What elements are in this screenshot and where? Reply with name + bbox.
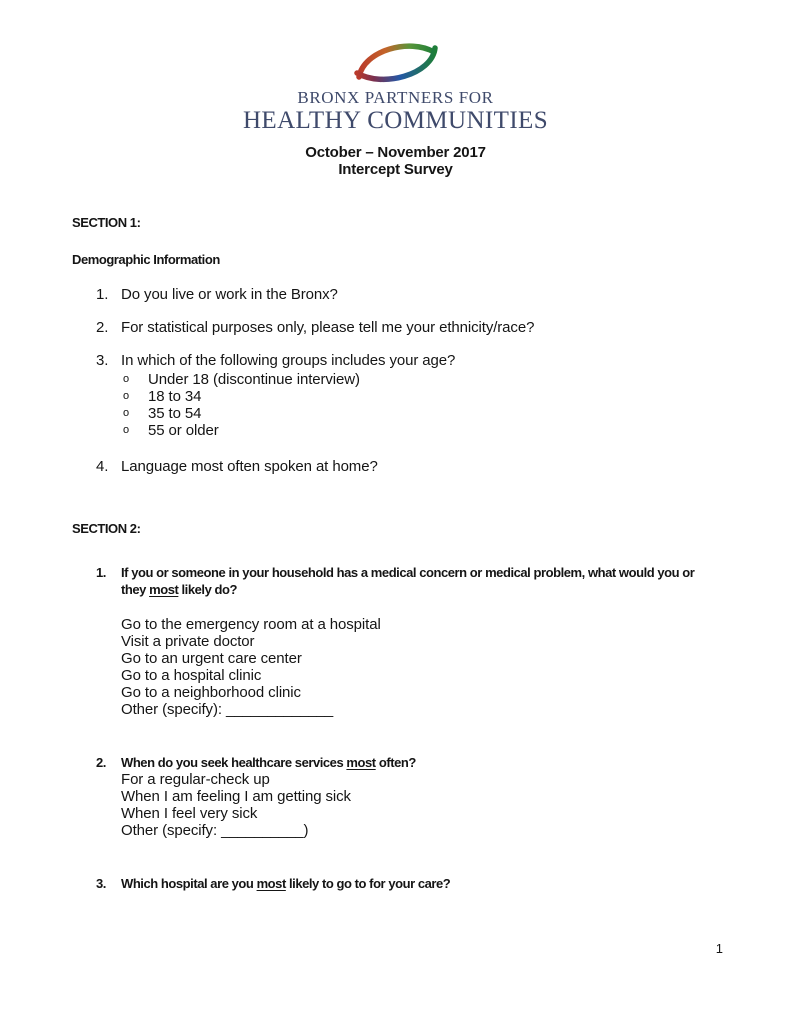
s2-question-2 bbox=[72, 754, 731, 771]
list-item bbox=[123, 388, 731, 405]
s2-q1-line1: If you or someone in your household has a medical concern or medical problem, what would you or bbox=[121, 565, 695, 580]
list-item: Go to a hospital clinic bbox=[121, 667, 262, 684]
section1-subheading: Demographic Information bbox=[72, 252, 220, 267]
list-item: For a regular-check up bbox=[121, 771, 270, 788]
bphc-logo-swirl-icon bbox=[350, 36, 442, 88]
s1-q1-text: Do you live or work in the Bronx? bbox=[121, 286, 338, 303]
s1-q3-option-label: 18 to 34 bbox=[148, 388, 202, 405]
list-item: Go to an urgent care center bbox=[121, 650, 302, 667]
list-item bbox=[123, 422, 731, 439]
s1-q4-number: 4. bbox=[96, 458, 109, 475]
s2-q3-number: 3. bbox=[96, 876, 106, 891]
s1-q3-options bbox=[123, 371, 731, 439]
org-name-line2: HEALTHY COMMUNITIES bbox=[242, 107, 549, 134]
s1-q3-option-label: 55 or older bbox=[148, 422, 219, 439]
s2-q2-underlined-word: most bbox=[346, 755, 376, 770]
list-item: Visit a private doctor bbox=[121, 633, 255, 650]
s2-q2-before: When do you seek healthcare services bbox=[121, 755, 347, 770]
s1-q4-text: Language most often spoken at home? bbox=[121, 458, 378, 475]
list-item bbox=[123, 371, 731, 388]
s2-q1-underlined-word: most bbox=[149, 582, 179, 597]
s1-question-1 bbox=[72, 286, 731, 303]
s2-q3-underlined-word: most bbox=[256, 876, 286, 891]
s2-q1-text bbox=[121, 564, 731, 598]
list-item bbox=[123, 405, 731, 422]
s1-q3-option-label: Under 18 (discontinue interview) bbox=[148, 371, 360, 388]
s2-question-3 bbox=[72, 875, 731, 892]
s2-q1-options bbox=[121, 616, 731, 718]
list-item: Go to a neighborhood clinic bbox=[121, 684, 301, 701]
s2-q2-number: 2. bbox=[96, 755, 106, 770]
page-number: 1 bbox=[715, 941, 723, 956]
circle-bullet-icon: o bbox=[123, 373, 130, 385]
survey-name-title: Intercept Survey bbox=[338, 161, 453, 178]
circle-bullet-icon: o bbox=[123, 424, 130, 436]
s1-q1-number: 1. bbox=[96, 286, 109, 303]
s2-q1-line2-after: likely do? bbox=[178, 582, 237, 597]
s2-q2-after: often? bbox=[375, 755, 416, 770]
s1-question-2 bbox=[72, 319, 731, 336]
section1-heading: SECTION 1: bbox=[72, 215, 141, 230]
s2-question-1 bbox=[72, 564, 731, 598]
other-specify-blank: Other (specify: __________) bbox=[121, 822, 309, 839]
s1-q3-number: 3. bbox=[96, 352, 109, 369]
s1-question-3 bbox=[72, 352, 731, 369]
s1-q2-text: For statistical purposes only, please tell me your ethnicity/race? bbox=[121, 319, 535, 336]
list-item: When I am feeling I am getting sick bbox=[121, 788, 351, 805]
list-item: Go to the emergency room at a hospital bbox=[121, 616, 381, 633]
list-item: When I feel very sick bbox=[121, 805, 258, 822]
s2-q2-text bbox=[121, 754, 731, 771]
s2-q3-before: Which hospital are you bbox=[121, 876, 257, 891]
s1-question-4 bbox=[72, 458, 731, 475]
circle-bullet-icon: o bbox=[123, 407, 130, 419]
document-body bbox=[0, 214, 791, 892]
other-specify-blank: Other (specify): _____________ bbox=[121, 701, 334, 718]
document-header bbox=[0, 0, 791, 178]
org-name-line1: BRONX PARTNERS FOR bbox=[297, 88, 494, 107]
s1-q3-text: In which of the following groups includes your age? bbox=[121, 352, 456, 369]
circle-bullet-icon: o bbox=[123, 390, 130, 402]
s2-q2-options bbox=[121, 771, 731, 839]
s2-q3-after: likely to go to for your care? bbox=[285, 876, 451, 891]
s2-q1-number: 1. bbox=[96, 565, 106, 580]
s2-q1-line2-before: they bbox=[121, 582, 150, 597]
s1-q2-number: 2. bbox=[96, 319, 109, 336]
survey-date-title: October – November 2017 bbox=[305, 144, 486, 161]
section2-heading: SECTION 2: bbox=[72, 521, 141, 536]
s1-q3-option-label: 35 to 54 bbox=[148, 405, 202, 422]
s2-q3-text bbox=[121, 875, 731, 892]
